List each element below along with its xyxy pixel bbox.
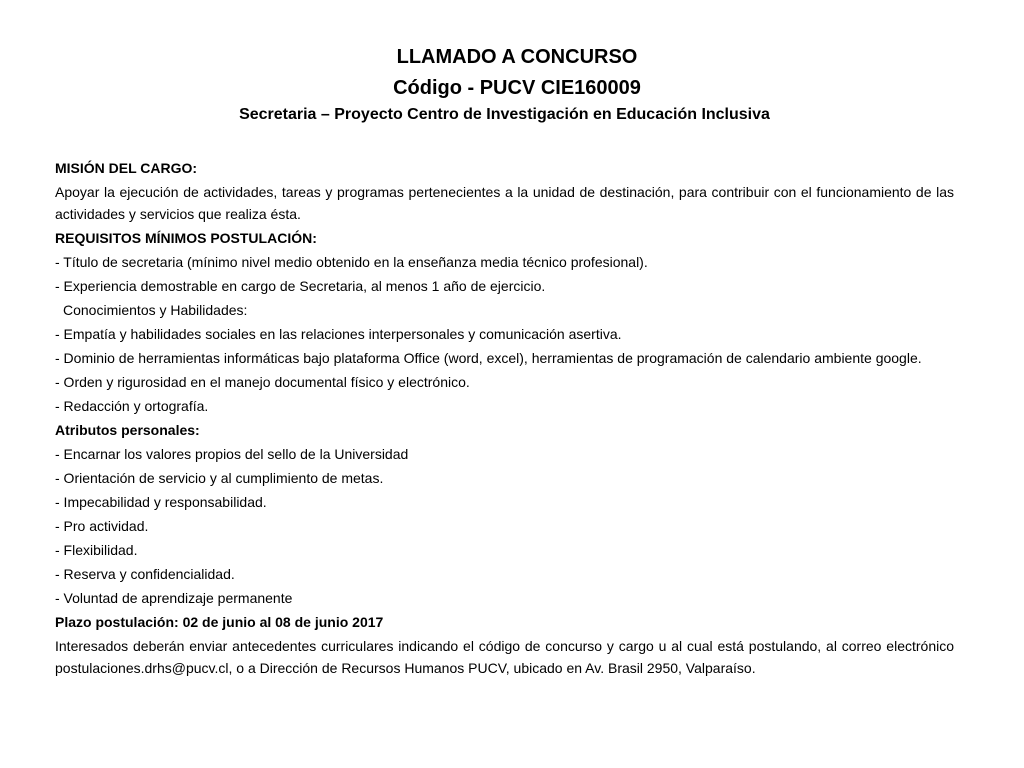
application-instructions: Interesados deberán enviar antecedentes curriculares indicando el código de concurso y cargo u al cual está postulando, al correo electrónico postulaciones.drhs@pucv.cl, o a Dirección de Recursos Humanos PUCV, ubicado en Av. Brasil 2950, Valparaíso. [55, 638, 954, 676]
requirement-item: - Experiencia demostrable en cargo de Secretaria, al menos 1 año de ejercicio. [55, 278, 546, 294]
knowledge-item: - Redacción y ortografía. [55, 398, 209, 414]
document-title: LLAMADO A CONCURSO [396, 46, 638, 68]
attribute-item: - Impecabilidad y responsabilidad. [55, 494, 267, 510]
knowledge-heading: Conocimientos y Habilidades: [63, 302, 248, 318]
attribute-item: - Pro actividad. [55, 518, 149, 534]
requirement-item: - Título de secretaria (mínimo nivel medio obtenido en la enseñanza media técnico profesional). [55, 254, 648, 270]
mission-text: Apoyar la ejecución de actividades, tareas y programas pertenecientes a la unidad de destinación, para contribuir con el funcionamiento de las actividades y servicios que realiza ésta. [55, 184, 954, 222]
contest-code: Código - PUCV CIE160009 [393, 77, 641, 99]
document-body [55, 157, 954, 679]
attribute-item: - Reserva y confidencialidad. [55, 566, 235, 582]
mission-heading: MISIÓN DEL CARGO: [55, 160, 198, 176]
knowledge-item: - Orden y rigurosidad en el manejo documental físico y electrónico. [55, 374, 470, 390]
application-deadline: Plazo postulación: 02 de junio al 08 de junio 2017 [55, 614, 384, 630]
position-subtitle: Secretaria – Proyecto Centro de Investigación en Educación Inclusiva [239, 106, 770, 123]
attribute-item: - Flexibilidad. [55, 542, 138, 558]
attribute-item: - Orientación de servicio y al cumplimiento de metas. [55, 470, 384, 486]
knowledge-item: - Dominio de herramientas informáticas bajo plataforma Office (word, excel), herramientas de programación de calendario ambiente google. [55, 350, 922, 366]
knowledge-item: - Empatía y habilidades sociales en las relaciones interpersonales y comunicación asertiva. [55, 326, 622, 342]
attributes-heading: Atributos personales: [55, 422, 200, 438]
attribute-item: - Encarnar los valores propios del sello de la Universidad [55, 446, 409, 462]
attribute-item: - Voluntad de aprendizaje permanente [55, 590, 293, 606]
requirements-heading: REQUISITOS MÍNIMOS POSTULACIÓN: [55, 230, 317, 246]
